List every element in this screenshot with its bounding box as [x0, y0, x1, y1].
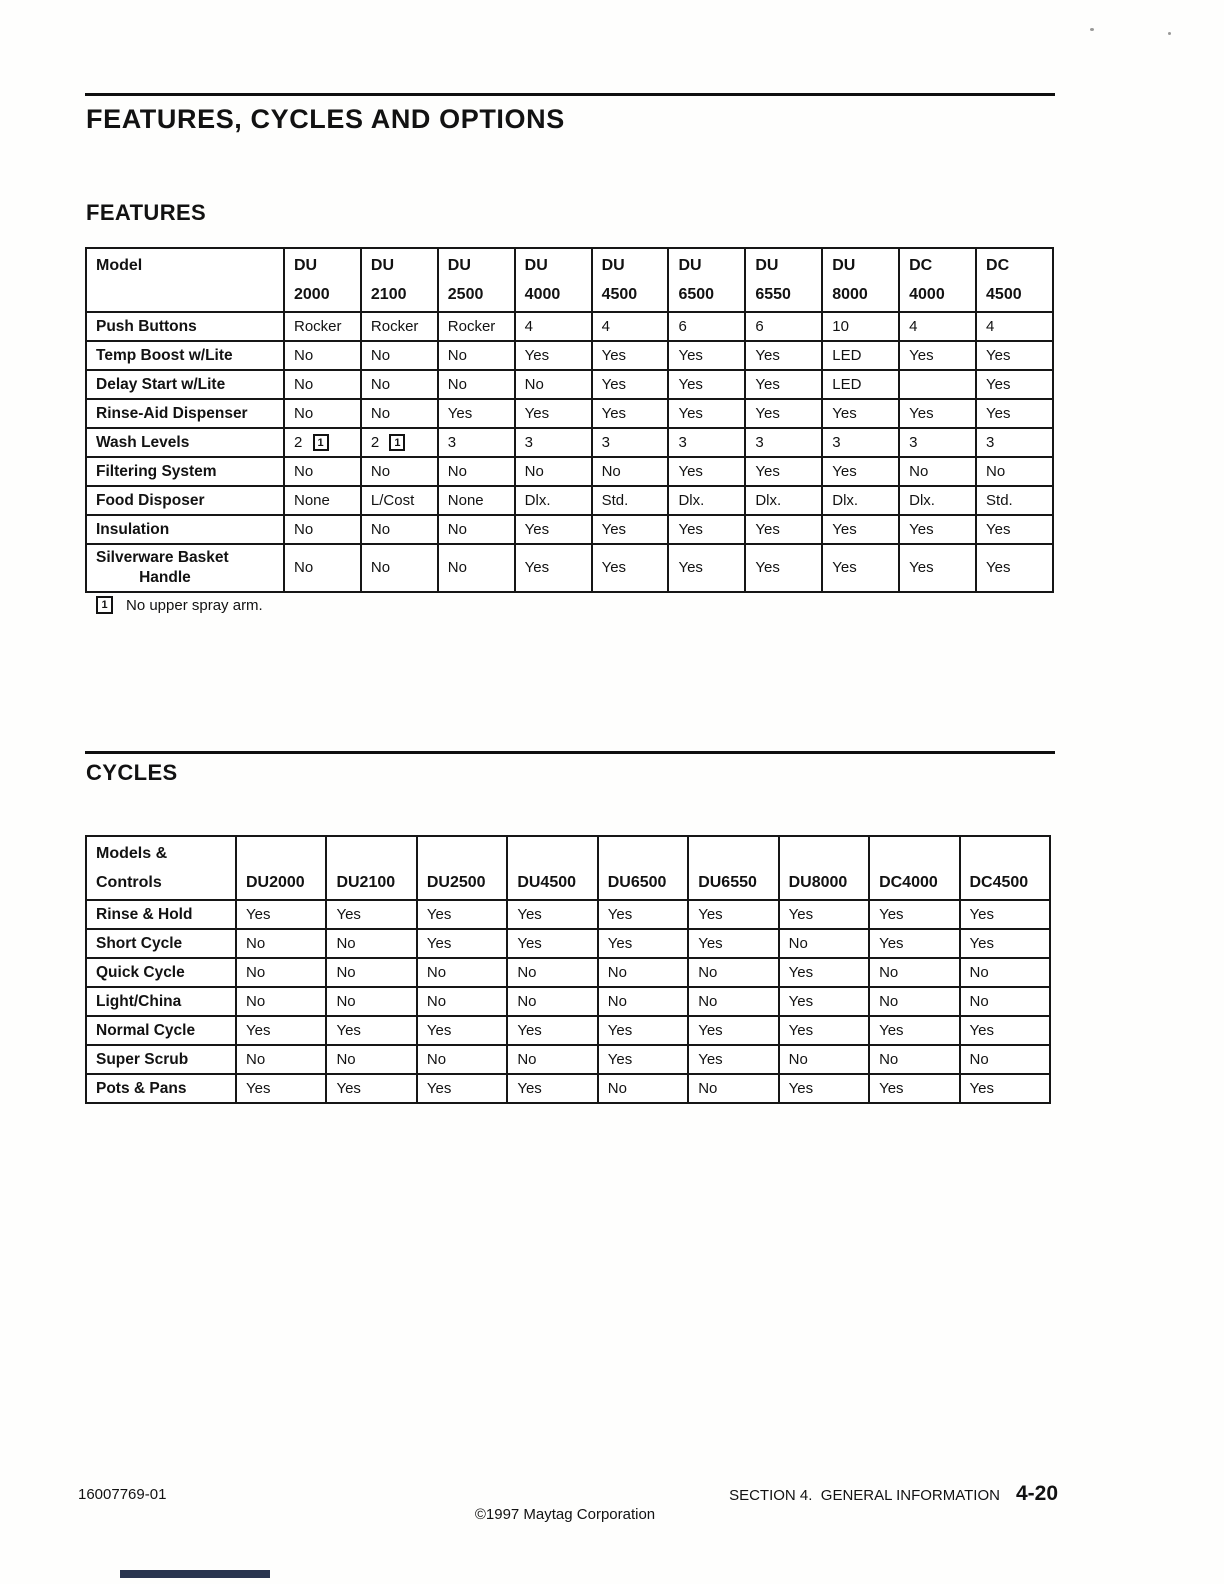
table-cell: No [960, 1045, 1051, 1074]
row-label: Silverware Basket Handle [86, 544, 284, 592]
table-cell: Yes [869, 1016, 959, 1045]
table-cell: No [515, 457, 592, 486]
table-cell: Yes [822, 544, 899, 592]
table-cell: Yes [869, 929, 959, 958]
row-label: Wash Levels [86, 428, 284, 457]
scan-artifact [1090, 28, 1094, 31]
row-label: Rinse & Hold [86, 900, 236, 929]
column-header: DU4500 [507, 836, 597, 900]
table-cell: No [976, 457, 1053, 486]
table-cell: Yes [668, 341, 745, 370]
table-cell: 3 [668, 428, 745, 457]
bottom-scan-bar [120, 1570, 270, 1578]
table-cell: No [284, 515, 361, 544]
table-cell: Dlx. [745, 486, 822, 515]
table-cell: No [438, 341, 515, 370]
table-cell: Yes [779, 1016, 869, 1045]
table-cell: 4 [592, 312, 669, 341]
table-cell: No [592, 457, 669, 486]
table-cell: Yes [592, 399, 669, 428]
table-cell: Yes [592, 544, 669, 592]
table-cell: None [284, 486, 361, 515]
table-cell: Yes [745, 370, 822, 399]
column-header: DU 2500 [438, 248, 515, 312]
table-cell: No [361, 515, 438, 544]
table-cell: No [236, 929, 326, 958]
table-cell: No [417, 1045, 507, 1074]
table-cell: No [284, 341, 361, 370]
table-cell: Yes [515, 341, 592, 370]
table-cell: Rocker [284, 312, 361, 341]
section-label: SECTION 4. GENERAL INFORMATION [729, 1487, 1000, 1504]
table-cell: Yes [745, 544, 822, 592]
table-row [86, 1045, 1050, 1074]
table-cell: Dlx. [822, 486, 899, 515]
header-row [86, 836, 1050, 900]
table-cell: Yes [688, 929, 778, 958]
table-cell: Dlx. [899, 486, 976, 515]
column-header: DU8000 [779, 836, 869, 900]
table-row [86, 486, 1053, 515]
table-cell: Rocker [438, 312, 515, 341]
table-cell: No [417, 987, 507, 1016]
table-cell: No [960, 987, 1051, 1016]
corner-header: Model [86, 248, 284, 312]
table-row [86, 312, 1053, 341]
column-header: DU2000 [236, 836, 326, 900]
table-cell: Yes [688, 1045, 778, 1074]
table-cell: Yes [668, 457, 745, 486]
footer-section [729, 1482, 1058, 1506]
table-cell: 4 [976, 312, 1053, 341]
table-cell: No [284, 399, 361, 428]
table-cell: No [326, 987, 416, 1016]
table-cell: Yes [745, 515, 822, 544]
table-cell: 3 [976, 428, 1053, 457]
footnote-ref-icon: 1 [313, 434, 329, 451]
table-cell: No [284, 457, 361, 486]
table-cell: Yes [745, 341, 822, 370]
table-cell: No [515, 370, 592, 399]
table-cell: Dlx. [668, 486, 745, 515]
column-header: DU2100 [326, 836, 416, 900]
document-number: 16007769-01 [78, 1486, 167, 1503]
table-row [86, 929, 1050, 958]
table-row [86, 958, 1050, 987]
table-cell: Yes [326, 1016, 416, 1045]
table-cell: No [688, 987, 778, 1016]
table-cell: No [236, 958, 326, 987]
table-cell: No [507, 1045, 597, 1074]
table-cell: 6 [745, 312, 822, 341]
table-cell: No [438, 544, 515, 592]
table-cell: Yes [688, 900, 778, 929]
table-cell: No [598, 987, 688, 1016]
table-cell: Yes [822, 457, 899, 486]
table-cell: No [361, 457, 438, 486]
table-cell: Yes [779, 1074, 869, 1103]
table-cell: Yes [417, 900, 507, 929]
table-cell: Yes [507, 900, 597, 929]
table-cell: Rocker [361, 312, 438, 341]
table-cell: Std. [592, 486, 669, 515]
row-label: Normal Cycle [86, 1016, 236, 1045]
table-cell: Yes [899, 515, 976, 544]
table-cell: Yes [745, 399, 822, 428]
row-label: Push Buttons [86, 312, 284, 341]
table-cell: Yes [779, 987, 869, 1016]
table-cell: No [284, 544, 361, 592]
table-cell: No [438, 515, 515, 544]
table-row [86, 987, 1050, 1016]
table-cell: Yes [507, 1074, 597, 1103]
table-cell: Yes [515, 399, 592, 428]
footnote-text: No upper spray arm. [126, 596, 263, 614]
table-cell: No [236, 1045, 326, 1074]
table-cell: No [899, 457, 976, 486]
table-cell: Yes [976, 515, 1053, 544]
table-cell: No [438, 457, 515, 486]
section-divider-rule [85, 751, 1055, 754]
table-cell: Yes [515, 515, 592, 544]
copyright-line: ©1997 Maytag Corporation [474, 1506, 656, 1523]
table-cell: 2 1 [361, 428, 438, 457]
table-cell: Yes [236, 900, 326, 929]
table-cell: No [507, 987, 597, 1016]
table-cell: Yes [592, 341, 669, 370]
table-cell: 6 [668, 312, 745, 341]
row-label: Insulation [86, 515, 284, 544]
column-header: DU 6500 [668, 248, 745, 312]
table-cell: No [598, 1074, 688, 1103]
table-cell: Yes [688, 1016, 778, 1045]
table-cell: No [326, 958, 416, 987]
table-cell: 3 [745, 428, 822, 457]
table-cell: Yes [899, 544, 976, 592]
table-cell: Yes [326, 900, 416, 929]
table-cell: No [284, 370, 361, 399]
table-cell: Yes [598, 1016, 688, 1045]
table-cell: Yes [976, 341, 1053, 370]
footnote [96, 596, 263, 614]
row-label: Rinse-Aid Dispenser [86, 399, 284, 428]
corner-header: Models & Controls [86, 836, 236, 900]
table-cell: LED [822, 341, 899, 370]
table-cell: No [779, 929, 869, 958]
column-header: DC4000 [869, 836, 959, 900]
table-cell: 4 [899, 312, 976, 341]
table-cell: Yes [507, 1016, 597, 1045]
table-cell: No [869, 958, 959, 987]
table-cell: Yes [976, 370, 1053, 399]
table-cell: 3 [822, 428, 899, 457]
table-cell: Yes [960, 1074, 1051, 1103]
table-cell: L/Cost [361, 486, 438, 515]
row-label: Delay Start w/Lite [86, 370, 284, 399]
top-rule [85, 93, 1055, 96]
table-cell: Yes [668, 544, 745, 592]
column-header: DU6550 [688, 836, 778, 900]
features-table [85, 247, 1054, 593]
column-header: DU 4000 [515, 248, 592, 312]
table-cell [899, 370, 976, 399]
table-cell: Yes [960, 929, 1051, 958]
page-title: FEATURES, CYCLES AND OPTIONS [86, 104, 565, 134]
table-row [86, 457, 1053, 486]
table-cell: Yes [507, 929, 597, 958]
cycles-table [85, 835, 1051, 1104]
table-cell: Yes [236, 1074, 326, 1103]
table-cell: Dlx. [515, 486, 592, 515]
column-header: DU 2000 [284, 248, 361, 312]
table-cell: No [438, 370, 515, 399]
table-row [86, 515, 1053, 544]
table-cell: No [688, 958, 778, 987]
column-header: DU 2100 [361, 248, 438, 312]
table-row [86, 341, 1053, 370]
row-label: Super Scrub [86, 1045, 236, 1074]
table-cell: Yes [438, 399, 515, 428]
table-cell: Yes [976, 399, 1053, 428]
table-cell: LED [822, 370, 899, 399]
table-row [86, 370, 1053, 399]
table-cell: 3 [515, 428, 592, 457]
table-row [86, 544, 1053, 592]
row-label: Filtering System [86, 457, 284, 486]
table-cell: No [688, 1074, 778, 1103]
table-cell: Yes [779, 900, 869, 929]
table-cell: None [438, 486, 515, 515]
table-cell: No [417, 958, 507, 987]
table-cell: No [507, 958, 597, 987]
table-cell: Yes [598, 900, 688, 929]
row-label: Pots & Pans [86, 1074, 236, 1103]
table-cell: Yes [822, 515, 899, 544]
table-cell: Yes [417, 929, 507, 958]
table-cell: Yes [592, 515, 669, 544]
table-cell: No [869, 1045, 959, 1074]
table-cell: Yes [515, 544, 592, 592]
table-cell: Yes [960, 900, 1051, 929]
row-label: Short Cycle [86, 929, 236, 958]
table-cell: Yes [869, 1074, 959, 1103]
cycles-heading: CYCLES [86, 760, 178, 785]
table-cell: Yes [326, 1074, 416, 1103]
table-cell: Yes [236, 1016, 326, 1045]
table-cell: Yes [592, 370, 669, 399]
row-label: Food Disposer [86, 486, 284, 515]
row-label: Quick Cycle [86, 958, 236, 987]
table-cell: Yes [417, 1074, 507, 1103]
column-header: DU 6550 [745, 248, 822, 312]
table-cell: Yes [668, 370, 745, 399]
table-cell: Yes [598, 1045, 688, 1074]
table-row [86, 399, 1053, 428]
table-row [86, 900, 1050, 929]
table-cell: Yes [976, 544, 1053, 592]
table-cell: 2 1 [284, 428, 361, 457]
table-cell: No [361, 399, 438, 428]
table-cell: Yes [779, 958, 869, 987]
table-cell: 3 [899, 428, 976, 457]
table-cell: Yes [960, 1016, 1051, 1045]
table-cell: No [361, 544, 438, 592]
column-header: DC 4500 [976, 248, 1053, 312]
column-header: DU2500 [417, 836, 507, 900]
footnote-ref-icon: 1 [389, 434, 405, 451]
column-header: DU 8000 [822, 248, 899, 312]
table-cell: No [326, 1045, 416, 1074]
table-cell: No [236, 987, 326, 1016]
table-cell: Yes [899, 399, 976, 428]
footnote-marker-icon: 1 [96, 596, 113, 614]
column-header: DU 4500 [592, 248, 669, 312]
table-cell: No [326, 929, 416, 958]
table-cell: 4 [515, 312, 592, 341]
column-header: DU6500 [598, 836, 688, 900]
column-header: DC 4000 [899, 248, 976, 312]
table-cell: Yes [668, 399, 745, 428]
row-label: Light/China [86, 987, 236, 1016]
scan-artifact [1168, 32, 1171, 35]
table-row [86, 428, 1053, 457]
page-number: 4-20 [1015, 1482, 1058, 1505]
table-cell: 3 [592, 428, 669, 457]
table-cell: No [779, 1045, 869, 1074]
table-cell: No [960, 958, 1051, 987]
table-cell: 10 [822, 312, 899, 341]
table-cell: No [361, 341, 438, 370]
table-cell: No [869, 987, 959, 1016]
table-cell: Yes [869, 900, 959, 929]
table-cell: Yes [822, 399, 899, 428]
table-cell: Std. [976, 486, 1053, 515]
table-cell: Yes [668, 515, 745, 544]
table-cell: Yes [417, 1016, 507, 1045]
table-row [86, 1016, 1050, 1045]
column-header: DC4500 [960, 836, 1051, 900]
table-cell: 3 [438, 428, 515, 457]
row-label: Temp Boost w/Lite [86, 341, 284, 370]
features-heading: FEATURES [86, 200, 207, 225]
table-row [86, 1074, 1050, 1103]
table-cell: Yes [745, 457, 822, 486]
table-cell: No [598, 958, 688, 987]
table-cell: No [361, 370, 438, 399]
table-cell: Yes [598, 929, 688, 958]
header-row [86, 248, 1053, 312]
table-cell: Yes [899, 341, 976, 370]
